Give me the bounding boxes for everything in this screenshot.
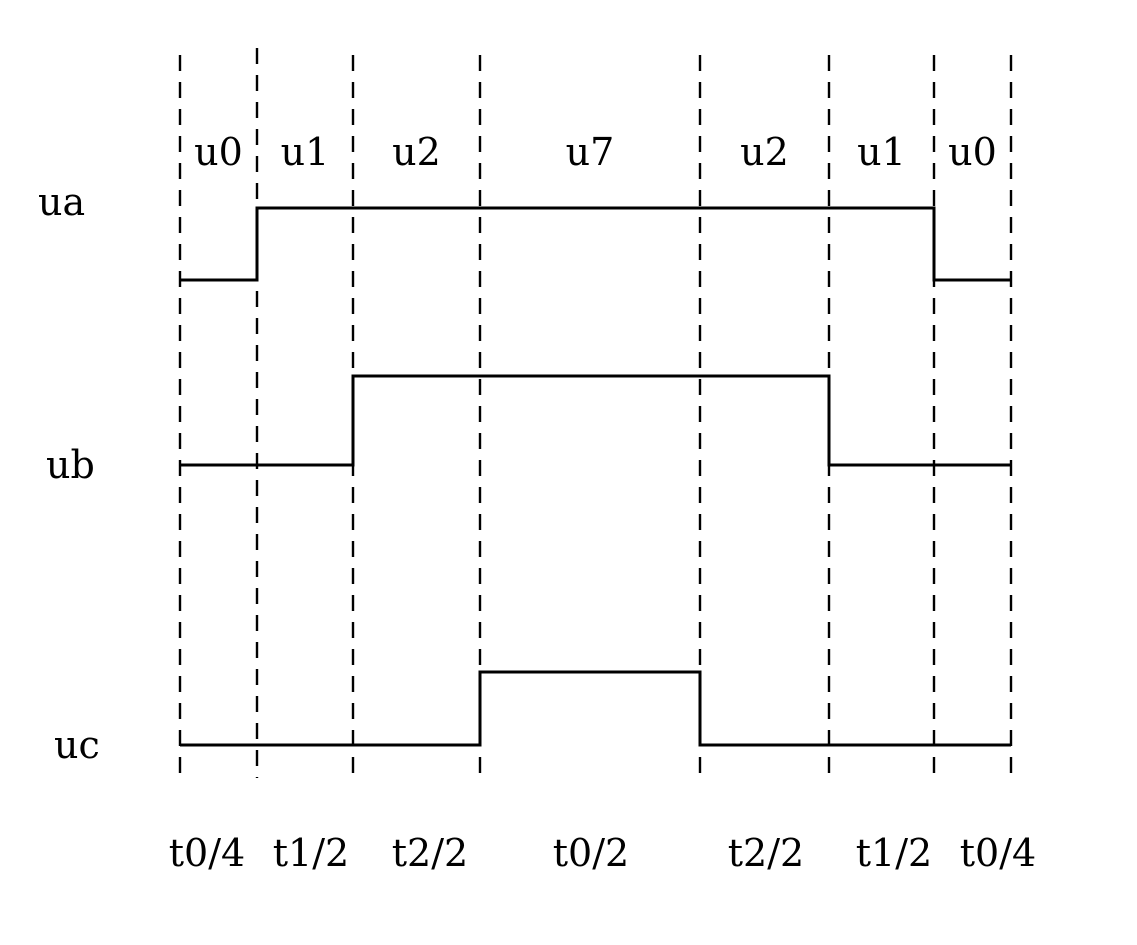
signal-label-uc: uc [54,723,100,767]
vector-label-u0: u0 [948,130,997,174]
time-label: t2/2 [391,831,469,875]
signal-labels [38,180,100,767]
time-label: t0/2 [552,831,630,875]
ub-waveform [180,376,1011,465]
vector-labels [194,130,997,174]
vector-label-u1: u1 [857,130,906,174]
vector-label-u7: u7 [565,130,615,174]
signal-label-ub: ub [46,443,95,487]
time-labels [169,831,1036,875]
time-label: t0/4 [959,831,1037,875]
signal-label-ua: ua [38,180,86,224]
ua-waveform [180,208,1011,280]
time-label: t0/4 [168,831,246,875]
waveforms [180,208,1011,745]
vector-label-u2: u2 [392,130,441,174]
vector-label-u0: u0 [194,130,243,174]
time-label: t1/2 [272,831,350,875]
vector-label-u1: u1 [280,130,330,174]
uc-waveform [180,672,1011,745]
time-label: t1/2 [855,831,933,875]
time-label: t2/2 [727,831,805,875]
vector-label-u2: u2 [740,130,789,174]
